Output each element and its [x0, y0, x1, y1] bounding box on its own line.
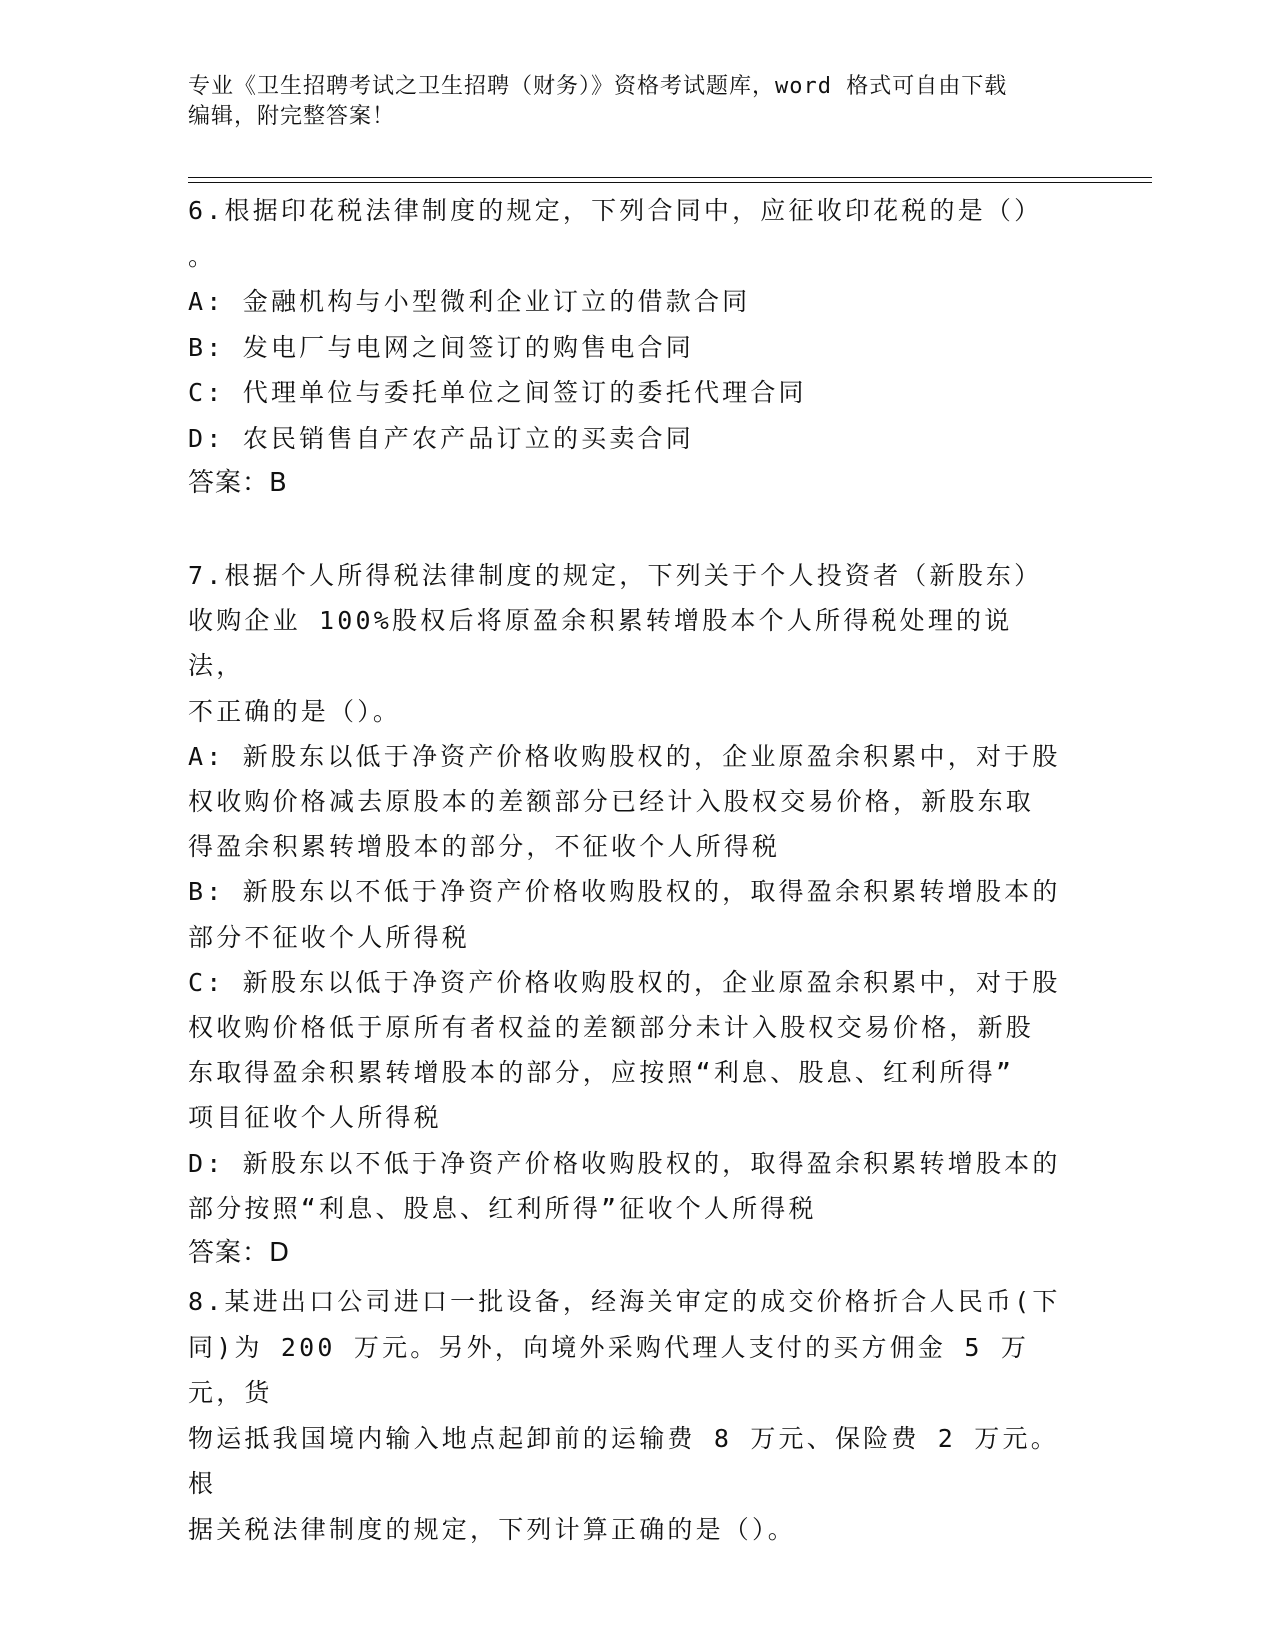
option-a: A: 新股东以低于净资产价格收购股权的，企业原盈余积累中，对于股	[188, 741, 1061, 771]
option-b: B: 发电厂与电网之间签订的购售电合同	[188, 332, 694, 362]
question-8	[188, 1279, 1068, 1552]
header-divider	[188, 177, 1152, 178]
question-stem: 收购企业 100%股权后将原盈余积累转增股本个人所得税处理的说法，	[188, 606, 1013, 681]
question-stem: 不正确的是（）。	[188, 696, 402, 726]
header-line: 专业《卫生招聘考试之卫生招聘（财务）》资格考试题库，word 格式可自由下载	[188, 74, 1008, 99]
header-divider	[188, 182, 1152, 183]
question-stem: 同)为 200 万元。另外，向境外采购代理人支付的买方佣金 5 万元，货	[188, 1332, 1030, 1407]
option-c: C: 代理单位与委托单位之间签订的委托代理合同	[188, 378, 807, 407]
answer-line: 答案：B	[188, 468, 288, 498]
option-a: 得盈余积累转增股本的部分，不征收个人所得税	[188, 832, 781, 862]
option-b: B: 新股东以不低于净资产价格收购股权的，取得盈余积累转增股本的	[188, 877, 1061, 907]
option-c: 项目征收个人所得税	[188, 1103, 442, 1133]
question-stem: 。	[188, 241, 217, 271]
option-b: 部分不征收个人所得税	[188, 922, 471, 952]
option-a: 权收购价格减去原股本的差额部分已经计入股权交易价格，新股东取	[188, 787, 1035, 817]
question-stem: 6.根据印花税法律制度的规定，下列合同中，应征收印花税的是（）	[188, 196, 1043, 225]
option-c: 东取得盈余积累转增股本的部分，应按照“利息、股息、红利所得”	[188, 1058, 1015, 1088]
question-stem: 物运抵我国境内输入地点起卸前的运输费 8 万元、保险费 2 万元。根	[188, 1423, 1059, 1498]
option-c: 权收购价格低于原所有者权益的差额部分未计入股权交易价格，新股	[188, 1013, 1035, 1043]
question-stem: 7.根据个人所得税法律制度的规定，下列关于个人投资者（新股东）	[188, 561, 1043, 590]
header-line: 编辑，附完整答案！	[188, 104, 396, 129]
question-stem: 8.某进出口公司进口一批设备，经海关审定的成交价格折合人民币(下	[188, 1287, 1061, 1316]
option-d: D: 农民销售自产农产品订立的买卖合同	[188, 423, 694, 453]
option-d: 部分按照“利息、股息、红利所得”征收个人所得税	[188, 1193, 817, 1223]
option-a: A: 金融机构与小型微利企业订立的借款合同	[188, 287, 751, 316]
question-6	[188, 188, 1068, 507]
document-header	[188, 72, 1068, 132]
question-stem: 据关税法律制度的规定，下列计算正确的是（）。	[188, 1514, 796, 1544]
option-c: C: 新股东以低于净资产价格收购股权的，企业原盈余积累中，对于股	[188, 967, 1061, 997]
option-d: D: 新股东以不低于净资产价格收购股权的，取得盈余积累转增股本的	[188, 1148, 1061, 1178]
question-7	[188, 553, 1068, 1276]
answer-line: 答案：D	[188, 1238, 291, 1269]
